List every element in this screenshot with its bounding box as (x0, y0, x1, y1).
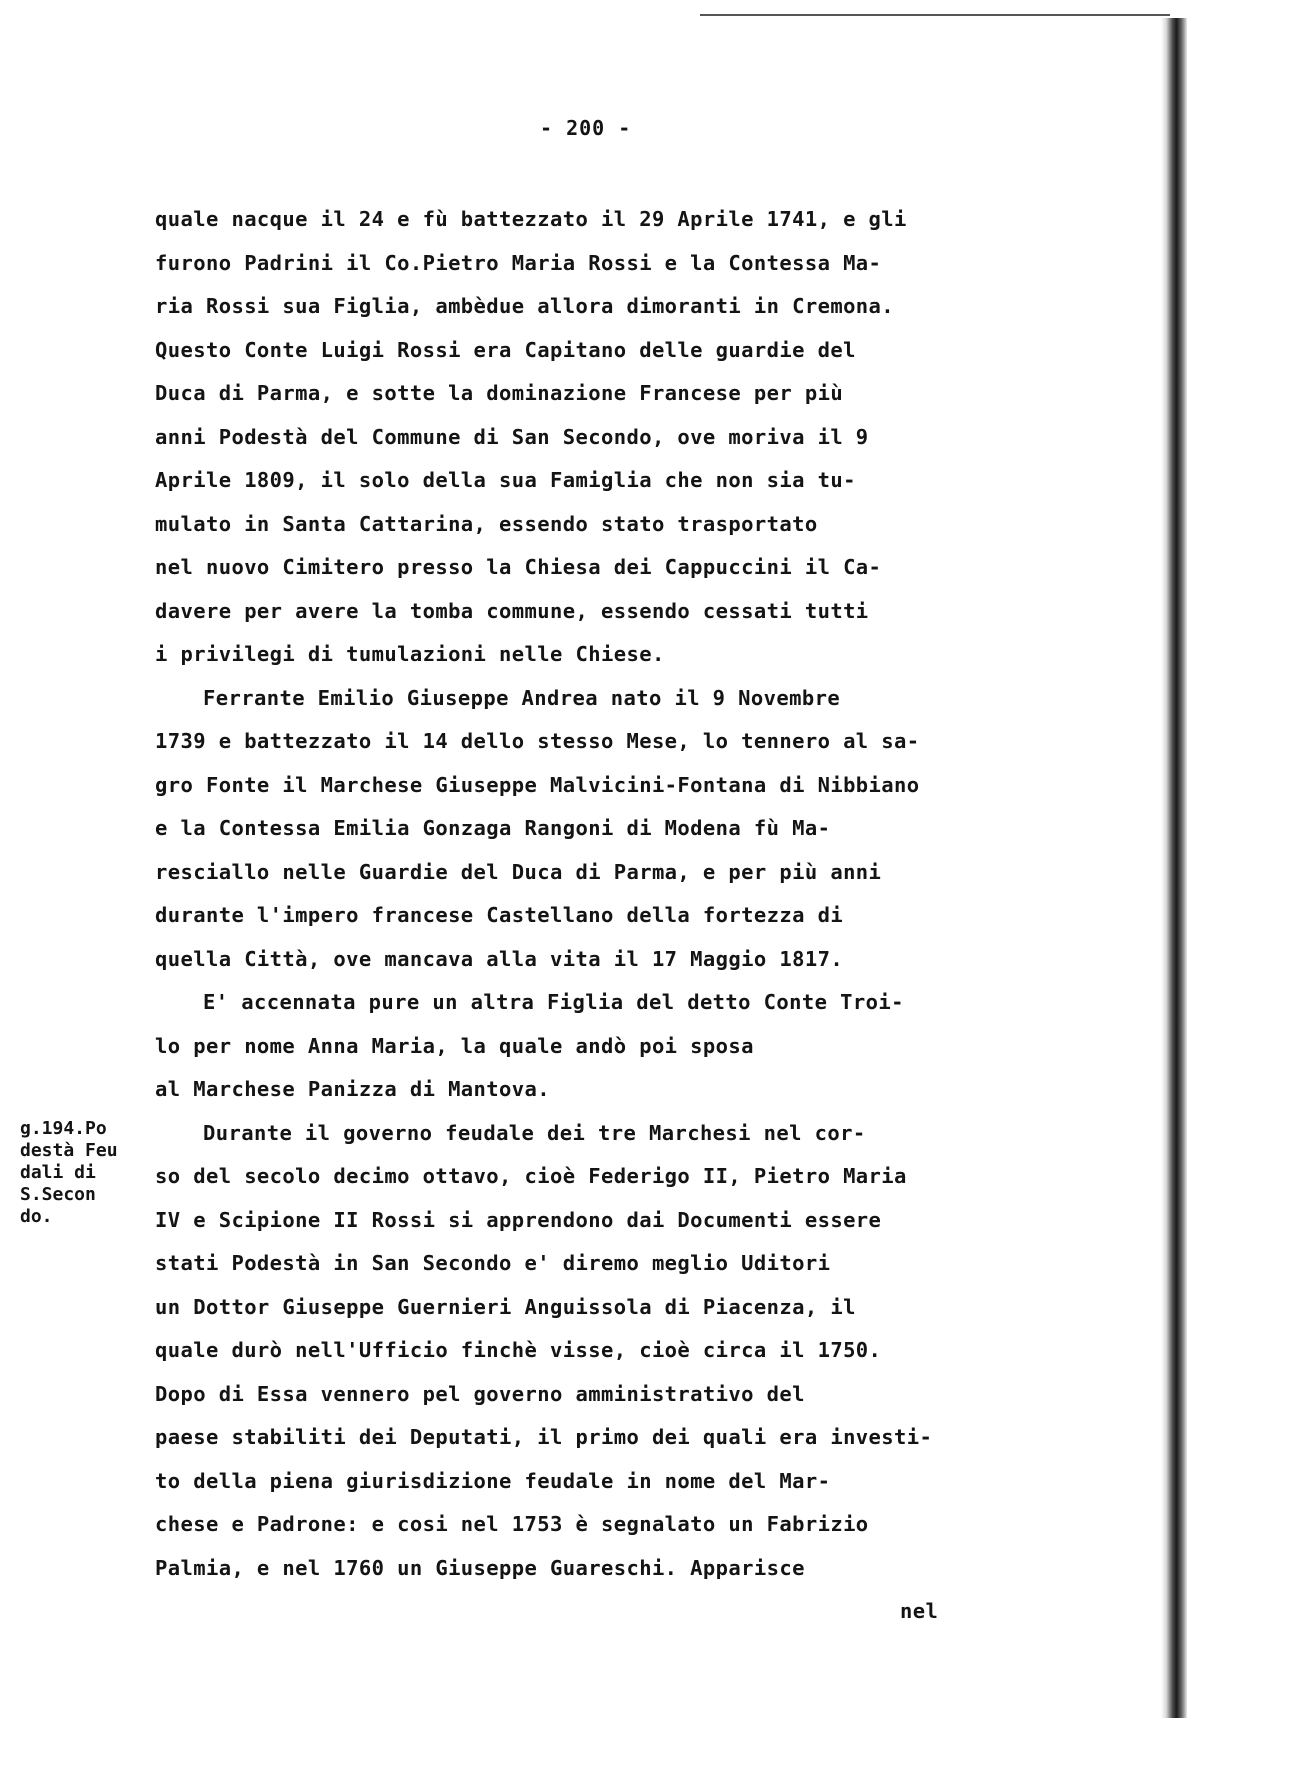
text-line: quale nacque il 24 e fù battezzato il 29 Aprile 1741, e gli (155, 207, 907, 231)
text-line: paese stabiliti dei Deputati, il primo dei quali era investi- (155, 1425, 933, 1449)
text-line: un Dottor Giuseppe Guernieri Anguissola di Piacenza, il (155, 1294, 856, 1319)
paragraph-start-line: E' accennata pure un altra Figlia del detto Conte Troi- (203, 990, 904, 1014)
margin-note-line: g.194.Po (20, 1118, 107, 1139)
text-line: Aprile 1809, il solo della sua Famiglia che non sia tu- (155, 468, 856, 492)
margin-note-line: dali di (20, 1162, 96, 1183)
text-line: IV e Scipione II Rossi si apprendono dai Documenti essere (155, 1207, 882, 1232)
catchword: nel (900, 1599, 939, 1623)
text-line: gro Fonte il Marchese Giuseppe Malvicini-Fontana di Nibbiano (155, 772, 920, 797)
text-line: Duca di Parma, e sotte la dominazione Francese per più (155, 381, 844, 405)
paragraph-start-line: Durante il governo feudale dei tre Marchesi nel cor- (203, 1120, 866, 1145)
margin-note (20, 1118, 135, 1228)
text-line: furono Padrini il Co.Pietro Maria Rossi e la Contessa Ma- (155, 250, 882, 275)
text-line: e la Contessa Emilia Gonzaga Rangoni di Modena fù Ma- (155, 816, 831, 840)
body-text (155, 198, 1085, 1634)
text-line: chese e Padrone: e cosi nel 1753 è segnalato un Fabrizio (155, 1512, 869, 1536)
text-line: to della piena giurisdizione feudale in nome del Mar- (155, 1468, 831, 1493)
text-line: davere per avere la tomba commune, essendo cessati tutti (155, 598, 869, 623)
text-line: durante l'impero francese Castellano della fortezza di (155, 903, 844, 927)
page-number: - 200 - (540, 116, 632, 140)
text-line: 1739 e battezzato il 14 dello stesso Mese, lo tennero al sa- (155, 729, 920, 753)
text-line: resciallo nelle Guardie del Duca di Parma, e per più anni (155, 859, 882, 884)
text-line: lo per nome Anna Maria, la quale andò poi sposa (155, 1033, 754, 1058)
binding-edge (1161, 18, 1187, 1718)
text-line: al Marchese Panizza di Mantova. (155, 1077, 551, 1101)
text-line: Questo Conte Luigi Rossi era Capitano delle guardie del (155, 337, 856, 362)
margin-note-line: do. (20, 1206, 53, 1227)
margin-note-line: S.Secon (20, 1184, 96, 1205)
text-line: quale durò nell'Ufficio finchè visse, cioè circa il 1750. (155, 1338, 882, 1362)
margin-note-line: destà Feu (20, 1140, 118, 1161)
text-line: mulato in Santa Cattarina, essendo stato trasportato (155, 511, 818, 536)
text-line: anni Podestà del Commune di San Secondo, ove moriva il 9 (155, 424, 869, 449)
text-line: Palmia, e nel 1760 un Giuseppe Guareschi. Apparisce (155, 1555, 805, 1580)
text-line: nel nuovo Cimitero presso la Chiesa dei Cappuccini il Ca- (155, 555, 882, 579)
text-line: stati Podestà in San Secondo e' diremo meglio Uditori (155, 1251, 831, 1275)
text-line: ria Rossi sua Figlia, ambèdue allora dimoranti in Cremona. (155, 294, 895, 318)
paragraph-start-line: Ferrante Emilio Giuseppe Andrea nato il 9 Novembre (203, 685, 841, 710)
text-line: Dopo di Essa vennero pel governo amministrativo del (155, 1381, 805, 1406)
text-line: so del secolo decimo ottavo, cioè Federigo II, Pietro Maria (155, 1164, 907, 1188)
text-line: i privilegi di tumulazioni nelle Chiese. (155, 642, 665, 666)
text-line: quella Città, ove mancava alla vita il 17 Maggio 1817. (155, 946, 844, 971)
top-edge-rule (700, 14, 1170, 16)
